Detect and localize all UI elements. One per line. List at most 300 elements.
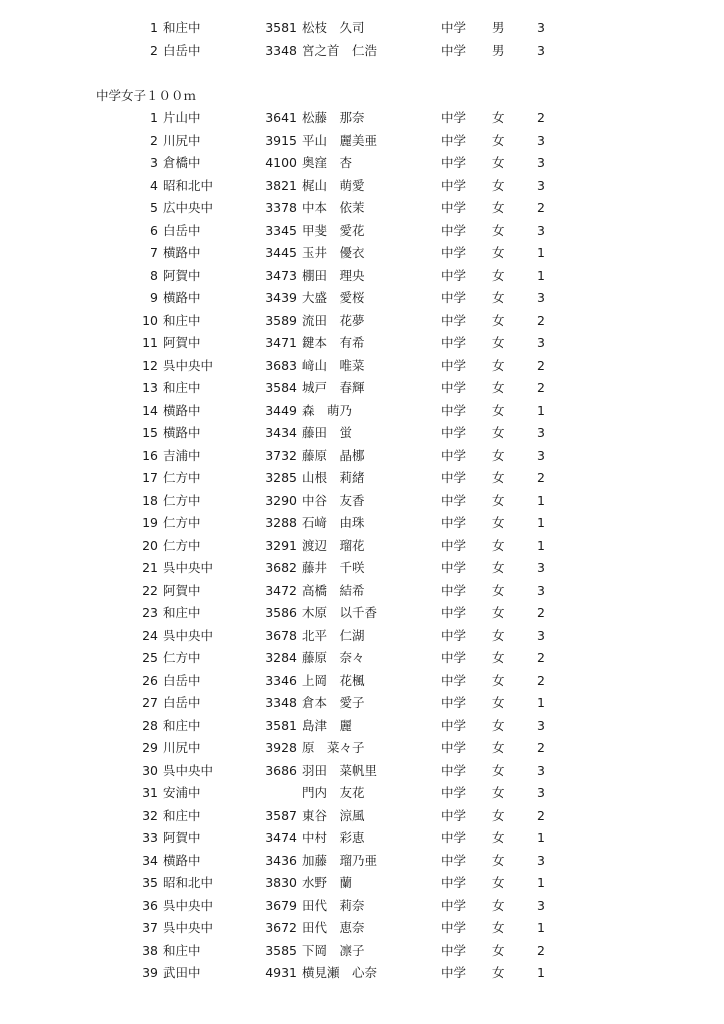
school-name: 白岳中 [163,42,201,58]
table-row [0,513,724,533]
table-row [0,108,724,128]
school-level: 中学 [441,740,467,755]
school-level: 中学 [441,245,467,260]
table-row [0,873,724,893]
athlete-name: 加藤 瑠乃亜 [302,852,378,868]
bib-number: 3346 [265,672,297,688]
athlete-name: 羽田 菜帆里 [302,762,378,778]
school-level: 中学 [441,627,467,643]
school-level: 中学 [441,807,467,823]
bib-number: 3288 [265,515,297,530]
grade-year: 2 [537,380,545,395]
gender: 女 [492,357,505,373]
gender: 女 [492,380,505,395]
gender: 女 [492,920,505,935]
table-row [0,648,724,668]
athlete-name: 流田 花夢 [302,312,365,328]
school-level: 中学 [441,672,467,688]
school-name: 仁方中 [163,492,201,508]
grade-year: 2 [537,942,545,958]
entry-number: 12 [142,357,158,373]
entry-number: 31 [142,785,158,800]
table-row [0,828,724,848]
school-name: 仁方中 [163,537,201,553]
school-level: 中学 [441,290,467,305]
athlete-name: 倉本 愛子 [302,695,365,710]
entry-number: 35 [142,875,158,890]
gender: 女 [492,110,505,125]
school-name: 白岳中 [163,695,201,710]
gender: 女 [492,515,505,530]
grade-year: 2 [537,312,545,328]
grade-year: 3 [537,852,545,868]
table-row [0,693,724,713]
school-level: 中学 [441,875,467,890]
entry-number: 37 [142,920,158,935]
gender: 女 [492,717,505,733]
athlete-name: 門内 友花 [302,785,365,800]
gender: 女 [492,290,505,305]
school-name: 横路中 [163,425,201,440]
entry-number: 20 [142,537,158,553]
school-name: 武田中 [163,965,201,980]
entry-number: 36 [142,897,158,913]
athlete-name: 藤井 千咲 [302,560,365,575]
athlete-name: 松藤 那奈 [302,110,365,125]
school-name: 呉中央中 [163,762,214,778]
school-level: 中学 [441,402,467,418]
athlete-name: 田代 莉奈 [302,897,365,913]
table-row [0,738,724,758]
table-row [0,626,724,646]
grade-year: 1 [537,830,545,845]
school-level: 中学 [441,335,467,350]
grade-year: 3 [537,785,545,800]
athlete-name: 山根 莉緒 [302,470,365,485]
school-name: 阿賀中 [163,830,201,845]
bib-number: 3449 [265,402,297,418]
grade-year: 1 [537,920,545,935]
section-title: 中学女子１００ｍ [96,88,197,103]
bib-number: 3439 [265,290,297,305]
entry-number: 18 [142,492,158,508]
table-row [0,18,724,38]
grade-year: 3 [537,627,545,643]
school-level: 中学 [441,110,467,125]
table-row [0,941,724,961]
gender: 女 [492,740,505,755]
grade-year: 3 [537,762,545,778]
athlete-name: 藤田 蛍 [302,425,353,440]
bib-number: 3472 [265,582,297,598]
entry-number: 21 [142,560,158,575]
grade-year: 3 [537,717,545,733]
gender: 女 [492,605,505,620]
school-level: 中学 [441,425,467,440]
table-row [0,963,724,983]
bib-number: 3474 [265,830,297,845]
entry-number: 33 [142,830,158,845]
grade-year: 1 [537,875,545,890]
school-level: 中学 [441,155,467,170]
gender: 女 [492,560,505,575]
athlete-name: 中本 依茉 [302,200,365,215]
athlete-name: 藤原 奈々 [302,650,365,665]
gender: 女 [492,492,505,508]
bib-number: 3285 [265,470,297,485]
table-row [0,491,724,511]
school-name: 呉中央中 [163,897,214,913]
grade-year: 1 [537,515,545,530]
school-name: 横路中 [163,852,201,868]
school-name: 阿賀中 [163,267,201,283]
entry-number: 32 [142,807,158,823]
athlete-name: 藤原 晶梛 [302,447,365,463]
entry-number: 1 [150,110,158,125]
bib-number: 3290 [265,492,297,508]
table-row [0,761,724,781]
grade-year: 2 [537,740,545,755]
table-row [0,468,724,488]
table-row [0,153,724,173]
bib-number: 3641 [265,110,297,125]
gender: 女 [492,897,505,913]
grade-year: 1 [537,537,545,553]
grade-year: 3 [537,897,545,913]
school-level: 中学 [441,470,467,485]
athlete-name: 森 萌乃 [302,402,353,418]
school-level: 中学 [441,605,467,620]
school-name: 川尻中 [163,132,201,148]
athlete-name: 甲斐 愛花 [302,222,365,238]
grade-year: 3 [537,425,545,440]
table-row [0,603,724,623]
school-level: 中学 [441,762,467,778]
bib-number: 3345 [265,222,297,238]
entry-number: 3 [150,155,158,170]
gender: 女 [492,312,505,328]
school-level: 中学 [441,785,467,800]
gender: 女 [492,965,505,980]
grade-year: 3 [537,582,545,598]
table-row [0,716,724,736]
grade-year: 3 [537,447,545,463]
school-name: 呉中央中 [163,920,214,935]
athlete-name: 城戸 春輝 [302,380,365,395]
gender: 女 [492,582,505,598]
gender: 女 [492,402,505,418]
gender: 女 [492,447,505,463]
entry-number: 1 [150,20,158,35]
school-name: 横路中 [163,290,201,305]
entry-number: 19 [142,515,158,530]
gender: 女 [492,650,505,665]
athlete-name: 石﨑 由珠 [302,515,365,530]
school-level: 中学 [441,695,467,710]
athlete-name: 松枝 久司 [302,20,365,35]
gender: 女 [492,807,505,823]
athlete-name: 下岡 凛子 [302,942,365,958]
bib-number: 3683 [265,357,297,373]
gender: 女 [492,672,505,688]
school-name: 白岳中 [163,672,201,688]
athlete-name: 梶山 萌愛 [302,177,365,193]
school-level: 中学 [441,312,467,328]
gender: 女 [492,335,505,350]
table-row [0,851,724,871]
grade-year: 2 [537,807,545,823]
athlete-name: 奥窪 杏 [302,155,353,170]
school-level: 中学 [441,582,467,598]
gender: 女 [492,830,505,845]
grade-year: 1 [537,965,545,980]
school-level: 中学 [441,897,467,913]
bib-number: 3732 [265,447,297,463]
table-row [0,581,724,601]
bib-number: 3291 [265,537,297,553]
entry-number: 27 [142,695,158,710]
athlete-name: 東谷 涼風 [302,807,365,823]
entry-number: 5 [150,200,158,215]
gender: 女 [492,425,505,440]
entry-number: 15 [142,425,158,440]
table-row [0,536,724,556]
bib-number: 3445 [265,245,297,260]
school-level: 中学 [441,965,467,980]
table-row [0,558,724,578]
grade-year: 3 [537,20,545,35]
school-name: 和庄中 [163,717,201,733]
athlete-name: 水野 蘭 [302,875,353,890]
bib-number: 3581 [265,717,297,733]
school-name: 横路中 [163,402,201,418]
athlete-name: 中谷 友香 [302,492,365,508]
school-name: 呉中央中 [163,357,214,373]
athlete-name: 上岡 花楓 [302,672,365,688]
bib-number: 3584 [265,380,297,395]
grade-year: 2 [537,110,545,125]
school-name: 昭和北中 [163,177,214,193]
grade-year: 3 [537,560,545,575]
gender: 女 [492,875,505,890]
entry-number: 6 [150,222,158,238]
school-level: 中学 [441,177,467,193]
school-level: 中学 [441,920,467,935]
entry-number: 17 [142,470,158,485]
bib-number: 3471 [265,335,297,350]
grade-year: 2 [537,357,545,373]
athlete-name: 中村 彩恵 [302,830,365,845]
athlete-name: 渡辺 瑠花 [302,537,365,553]
gender: 女 [492,942,505,958]
gender: 女 [492,132,505,148]
bib-number: 4100 [265,155,297,170]
grade-year: 2 [537,672,545,688]
bib-number: 3678 [265,627,297,643]
bib-number: 3821 [265,177,297,193]
grade-year: 3 [537,177,545,193]
bib-number: 3589 [265,312,297,328]
school-level: 中学 [441,852,467,868]
table-row [0,266,724,286]
grade-year: 2 [537,200,545,215]
bib-number: 3348 [265,42,297,58]
entry-number: 2 [150,132,158,148]
school-level: 中学 [441,717,467,733]
school-name: 呉中央中 [163,560,214,575]
bib-number: 3830 [265,875,297,890]
gender: 女 [492,177,505,193]
gender: 女 [492,852,505,868]
table-row [0,423,724,443]
school-level: 中学 [441,447,467,463]
grade-year: 3 [537,155,545,170]
entry-number: 30 [142,762,158,778]
table-row [0,896,724,916]
athlete-name: 高橋 結希 [302,582,365,598]
gender: 女 [492,222,505,238]
entry-number: 13 [142,380,158,395]
bib-number: 3679 [265,897,297,913]
grade-year: 3 [537,132,545,148]
athlete-name: 棚田 理央 [302,267,365,283]
school-name: 和庄中 [163,312,201,328]
school-level: 中学 [441,20,467,35]
school-name: 和庄中 [163,20,201,35]
table-row [0,401,724,421]
table-row [0,288,724,308]
school-name: 呉中央中 [163,627,214,643]
school-name: 仁方中 [163,650,201,665]
bib-number: 3434 [265,425,297,440]
school-name: 昭和北中 [163,875,214,890]
school-level: 中学 [441,492,467,508]
grade-year: 1 [537,402,545,418]
grade-year: 3 [537,222,545,238]
grade-year: 1 [537,267,545,283]
school-name: 横路中 [163,245,201,260]
athlete-name: 﨑山 唯菜 [302,357,365,373]
school-name: 和庄中 [163,942,201,958]
gender: 女 [492,267,505,283]
bib-number: 3378 [265,200,297,215]
entry-number: 29 [142,740,158,755]
school-name: 白岳中 [163,222,201,238]
athlete-name: 木原 以千香 [302,605,378,620]
entry-number: 34 [142,852,158,868]
bib-number: 3587 [265,807,297,823]
entry-number: 10 [142,312,158,328]
school-name: 仁方中 [163,515,201,530]
grade-year: 3 [537,335,545,350]
school-level: 中学 [441,650,467,665]
school-name: 広中央中 [163,200,214,215]
entry-number: 9 [150,290,158,305]
school-name: 川尻中 [163,740,201,755]
gender: 女 [492,695,505,710]
bib-number: 3682 [265,560,297,575]
entry-number: 24 [142,627,158,643]
gender: 女 [492,245,505,260]
gender: 女 [492,200,505,215]
table-row [0,176,724,196]
school-name: 和庄中 [163,807,201,823]
entry-number: 7 [150,245,158,260]
table-row [0,41,724,61]
gender: 男 [492,20,505,35]
grade-year: 2 [537,650,545,665]
athlete-name: 北平 仁湖 [302,627,365,643]
athlete-name: 宮之首 仁浩 [302,42,378,58]
grade-year: 3 [537,290,545,305]
table-row [0,311,724,331]
gender: 女 [492,762,505,778]
entry-number: 23 [142,605,158,620]
school-name: 和庄中 [163,605,201,620]
table-row [0,221,724,241]
table-row [0,918,724,938]
athlete-name: 鍵本 有希 [302,335,365,350]
bib-number: 3686 [265,762,297,778]
entry-number: 11 [142,335,158,350]
bib-number: 3436 [265,852,297,868]
school-level: 中学 [441,515,467,530]
bib-number: 3928 [265,740,297,755]
table-row [0,198,724,218]
athlete-name: 玉井 優衣 [302,245,365,260]
gender: 女 [492,537,505,553]
bib-number: 3348 [265,695,297,710]
bib-number: 3581 [265,20,297,35]
school-name: 阿賀中 [163,335,201,350]
entry-number: 8 [150,267,158,283]
gender: 女 [492,785,505,800]
entry-number: 38 [142,942,158,958]
school-level: 中学 [441,830,467,845]
school-level: 中学 [441,537,467,553]
athlete-name: 原 菜々子 [302,740,365,755]
school-level: 中学 [441,380,467,395]
school-name: 吉浦中 [163,447,201,463]
table-row [0,671,724,691]
bib-number: 3473 [265,267,297,283]
gender: 女 [492,155,505,170]
athlete-name: 大盛 愛桜 [302,290,365,305]
entry-number: 2 [150,42,158,58]
bib-number: 3915 [265,132,297,148]
school-name: 倉橋中 [163,155,201,170]
entry-number: 25 [142,650,158,665]
bib-number: 3672 [265,920,297,935]
school-level: 中学 [441,357,467,373]
table-row [0,806,724,826]
gender: 女 [492,470,505,485]
grade-year: 3 [537,42,545,58]
grade-year: 1 [537,492,545,508]
athlete-name: 島津 麗 [302,717,353,733]
entry-number: 4 [150,177,158,193]
school-level: 中学 [441,42,467,58]
table-row [0,356,724,376]
athlete-name: 田代 恵奈 [302,920,365,935]
school-name: 安浦中 [163,785,201,800]
grade-year: 2 [537,470,545,485]
grade-year: 1 [537,245,545,260]
athlete-name: 平山 麗美亜 [302,132,378,148]
entry-number: 26 [142,672,158,688]
entry-number: 16 [142,447,158,463]
bib-number: 3585 [265,942,297,958]
